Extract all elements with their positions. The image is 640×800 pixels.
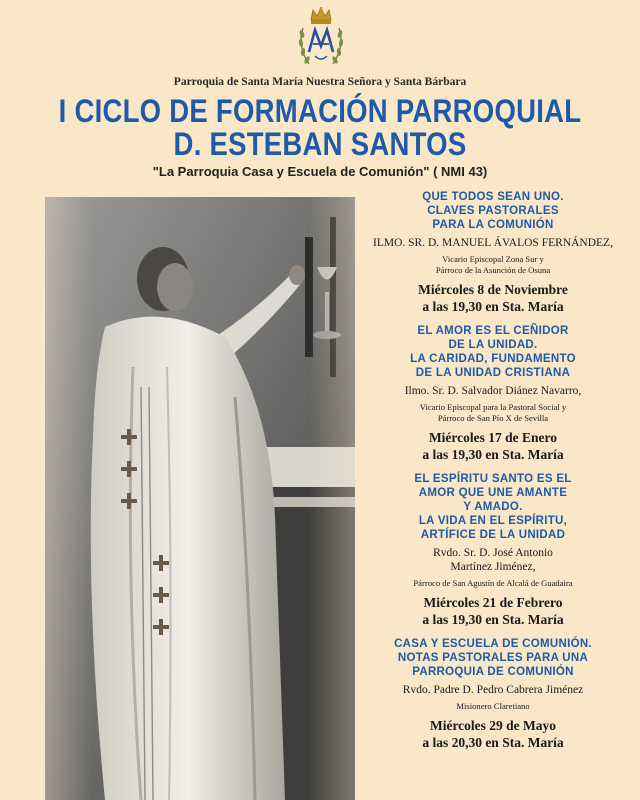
page-subtitle: D. ESTEBAN SANTOS — [173, 126, 467, 162]
speaker-role: Vicario Episcopal Zona Sur y Párroco de la Asunción de Osuna — [435, 254, 551, 275]
session-speaker: Rvdo. Sr. D. José Antonio Martínez Jiménez, — [433, 547, 553, 573]
speaker-role: Vicario Episcopal para la Pastoral Social y Párroco de San Pío X de Sevilla — [419, 402, 567, 423]
session-1 — [348, 190, 638, 315]
session-date: Miércoles 17 de Enero a las 19,30 en Sta. María — [422, 430, 564, 462]
session-date: Miércoles 29 de Mayo a las 20,30 en Sta. María — [422, 718, 564, 750]
session-date: Miércoles 21 de Febrero a las 19,30 en Sta. María — [422, 595, 564, 627]
session-topic: EL ESPÍRITU SANTO ES EL AMOR QUE UNE AMANTE Y AMADO. LA VIDA EN EL ESPÍRITU, ARTÍFICE DE LA UNIDAD — [414, 473, 572, 541]
session-speaker: Rvdo. Padre D. Pedro Cabrera Jiménez — [402, 684, 584, 696]
priest-at-altar-photo — [45, 197, 355, 800]
session-3 — [348, 472, 638, 628]
page-title: I CICLO DE FORMACIÓN PARROQUIAL — [58, 93, 582, 129]
marian-monogram-crest-icon — [295, 6, 347, 72]
session-speaker: ILMO. SR. D. MANUEL ÁVALOS FERNÁNDEZ, — [373, 237, 613, 249]
parish-name: Parroquia de Santa María Nuestra Señora y Santa Bárbara — [173, 76, 467, 88]
session-topic: QUE TODOS SEAN UNO. CLAVES PASTORALES PARA LA COMUNIÓN — [422, 191, 564, 231]
theme-quote: "La Parroquia Casa y Escuela de Comunión" ( NMI 43) — [152, 164, 488, 179]
session-topic: EL AMOR ES EL CEÑIDOR DE LA UNIDAD. LA CARIDAD, FUNDAMENTO DE LA UNIDAD CRISTIANA — [410, 325, 576, 379]
speaker-role: Misionero Claretiano — [456, 701, 530, 711]
session-speaker: Ilmo. Sr. D. Salvador Diánez Navarro, — [404, 385, 582, 397]
session-list — [348, 190, 638, 760]
session-4 — [348, 637, 638, 751]
session-topic: CASA Y ESCUELA DE COMUNIÓN. NOTAS PASTORALES PARA UNA PARROQUIA DE COMUNIÓN — [394, 638, 592, 678]
speaker-role: Párroco de San Agustín de Alcalá de Guadaira — [413, 578, 573, 588]
session-date: Miércoles 8 de Noviembre a las 19,30 en Sta. María — [418, 282, 568, 314]
session-2 — [348, 324, 638, 463]
